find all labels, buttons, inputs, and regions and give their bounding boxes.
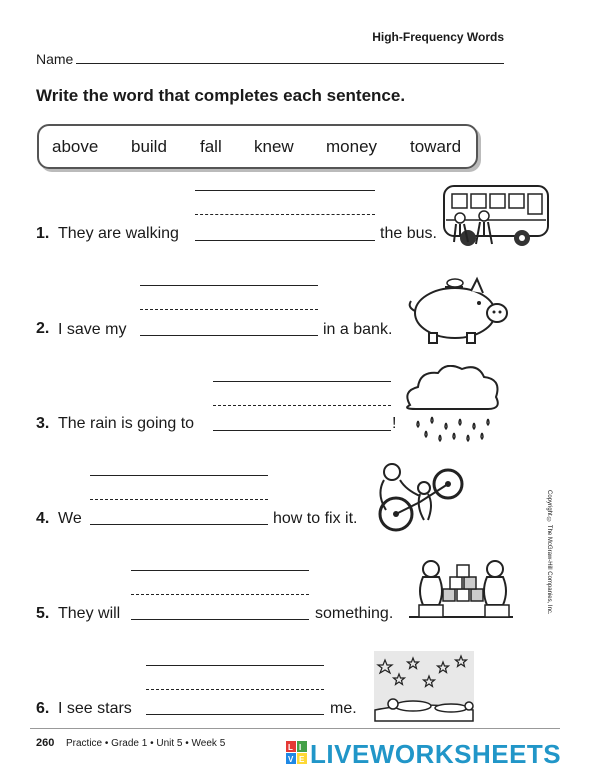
word-bank-word: build (131, 137, 167, 156)
footer-text: Practice • Grade 1 • Unit 5 • Week 5 (66, 738, 226, 749)
writing-guide-top-line (146, 665, 324, 666)
question-text-before: We (58, 510, 82, 527)
stargazing-icon (373, 650, 475, 722)
answer-line-4[interactable] (90, 524, 268, 525)
question-number: 4. (36, 510, 50, 527)
word-bank-word: toward (410, 137, 462, 156)
answer-line-3[interactable] (213, 430, 391, 431)
writing-guide-top-line (131, 570, 309, 571)
question-number: 3. (36, 415, 50, 432)
copyright-notice: Copyright © The McGraw-Hill Companies, Inc. (546, 490, 552, 615)
svg-text:E: E (299, 755, 305, 764)
question-number: 2. (36, 320, 50, 337)
writing-guide-mid-line (131, 594, 309, 595)
question-text-after: in a bank. (323, 321, 393, 338)
word-bank-word: above (52, 137, 99, 156)
answer-line-5[interactable] (131, 619, 309, 620)
question-number: 1. (36, 225, 50, 242)
question-text-before: I save my (58, 321, 127, 338)
answer-line-2[interactable] (140, 335, 318, 336)
question-text-before: I see stars (58, 700, 132, 717)
writing-guide-top-line (140, 285, 318, 286)
writing-guide-mid-line (146, 689, 324, 690)
footer-divider (30, 728, 560, 729)
bike-repair-icon (372, 460, 467, 532)
word-bank-word: money (326, 137, 378, 156)
word-bank-word: fall (200, 137, 222, 156)
question-text-after: me. (330, 700, 357, 717)
question-text-after: how to fix it. (273, 510, 358, 527)
answer-line-1[interactable] (195, 240, 375, 241)
svg-text:L: L (288, 743, 293, 752)
writing-guide-top-line (213, 381, 391, 382)
building-blocks-icon (405, 555, 517, 627)
worksheet-header-title: High-Frequency Words (372, 30, 504, 44)
writing-guide-mid-line (195, 214, 375, 215)
svg-text:I: I (299, 743, 302, 752)
word-bank-word: knew (254, 137, 294, 156)
writing-guide-mid-line (90, 499, 268, 500)
name-input-line[interactable] (76, 63, 504, 64)
question-text-before: The rain is going to (58, 415, 195, 432)
writing-guide-mid-line (140, 309, 318, 310)
svg-text:V: V (288, 755, 294, 764)
writing-guide-top-line (90, 475, 268, 476)
question-text-after: the bus. (380, 225, 437, 242)
instructions: Write the word that completes each sentence. (36, 86, 406, 105)
school-bus-icon (440, 180, 558, 255)
question-number: 5. (36, 605, 50, 622)
rain-cloud-icon (400, 365, 505, 445)
answer-line-6[interactable] (146, 714, 324, 715)
writing-guide-top-line (195, 190, 375, 191)
piggy-bank-icon (405, 275, 513, 350)
liveworksheets-brand[interactable]: LIVEWORKSHEETS (310, 739, 562, 769)
name-label: Name (36, 51, 74, 67)
question-number: 6. (36, 700, 50, 717)
question-text-after: something. (315, 605, 394, 622)
liveworksheets-logo-icon (286, 741, 308, 765)
question-text-before: They are walking (58, 225, 179, 242)
page-number: 260 (36, 737, 55, 749)
question-text-after: ! (392, 415, 397, 432)
question-text-before: They will (58, 605, 121, 622)
writing-guide-mid-line (213, 405, 391, 406)
